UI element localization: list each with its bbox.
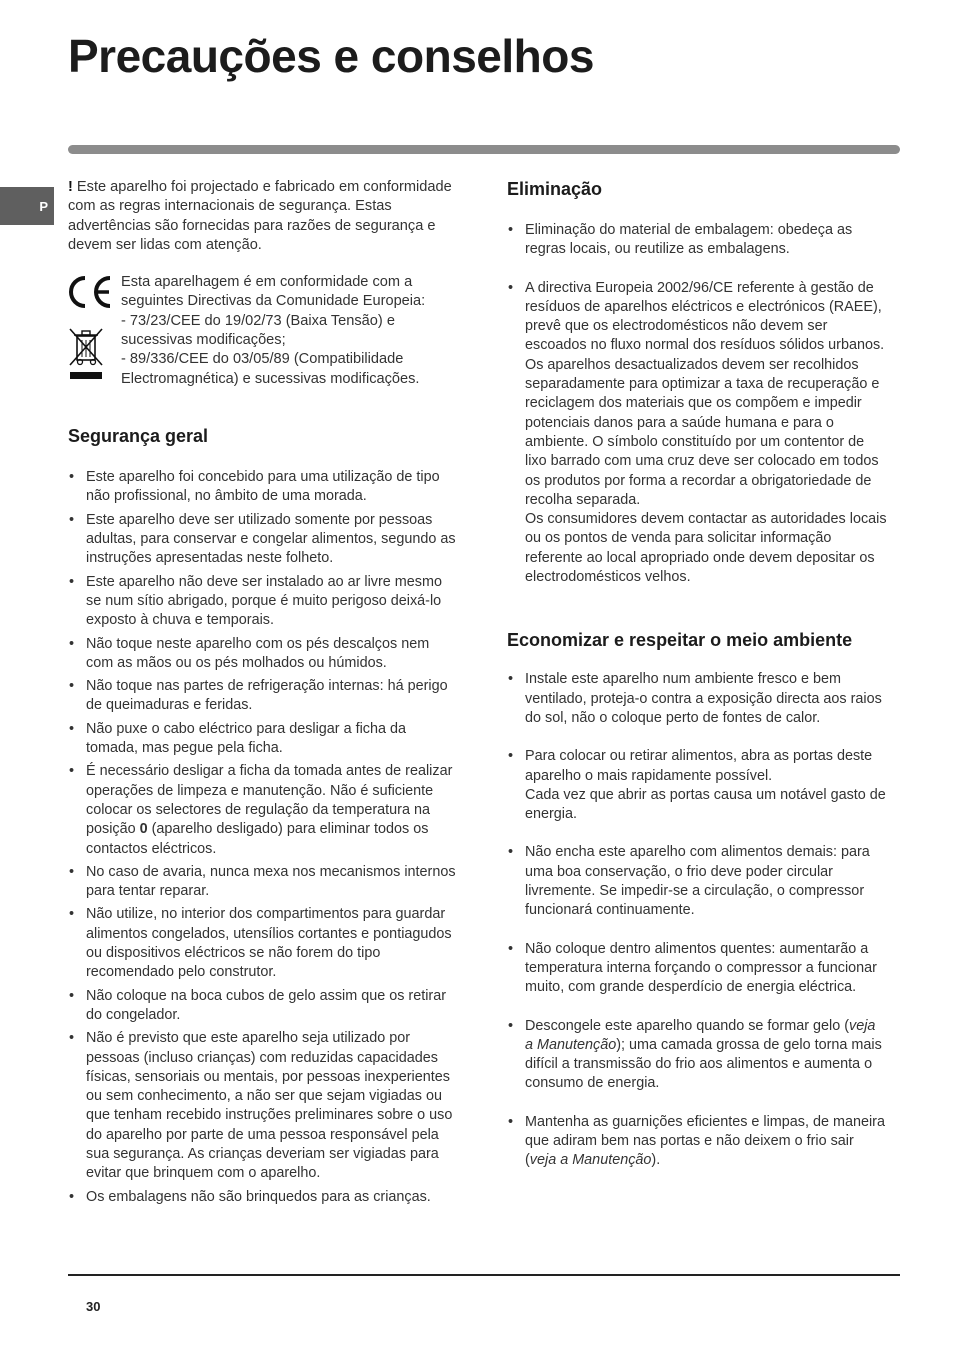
list-item-text: É necessário desligar a ficha da tomada antes de realizar operações de limpeza e manutenção. Não é suficiente colocar os selectores de regulação da temperatura na posição xyxy=(86,763,453,838)
disposal-list xyxy=(507,221,887,587)
list-item xyxy=(507,279,887,588)
list-item: • Não toque nas partes de refrigeração internas: há perigo de queimaduras e feridas. xyxy=(68,677,460,716)
list-item: • Não coloque dentro alimentos quentes: aumentarão a temperatura interna forçando o compressor a funcionar muito, com grande desperdício de energia eléctrica. xyxy=(507,940,887,998)
list-item xyxy=(68,762,460,858)
list-item: • Este aparelho deve ser utilizado somente por pessoas adultas, para conservar e congelar alimentos, segundo as instruções apresentadas neste folheto. xyxy=(68,511,460,569)
list-item-text: Os consumidores devem contactar as autoridades locais ou os pontos de venda para solicitar informação referente ao local apropriado onde devem depositar os electrodomésticos velhos. xyxy=(525,511,887,586)
list-item: • Não coloque na boca cubos de gelo assim que os retirar do congelador. xyxy=(68,987,460,1026)
list-item: • Eliminação do material de embalagem: obedeça as regras locais, ou reutilize as embalagens. xyxy=(507,221,887,260)
page-title: Precauções e conselhos xyxy=(68,30,594,82)
position-zero: 0 xyxy=(139,821,148,838)
intro-paragraph xyxy=(68,178,460,255)
right-column xyxy=(507,178,887,1171)
warning-mark: ! xyxy=(68,179,73,195)
list-item: • Não encha este aparelho com alimentos demais: para uma boa conservação, o frio deve poder circular livremente. Se impedir-se a circulação, o compressor funcionará continuamente. xyxy=(507,843,887,920)
page-number: 30 xyxy=(86,1299,101,1314)
maintenance-reference: veja a Manutenção xyxy=(529,1152,652,1169)
language-tab: P xyxy=(0,187,54,225)
list-item-text: Mantenha as guarnições eficientes e limpas, de maneira que adiram bem nas portas e não deixem o frio sair ( xyxy=(525,1113,885,1169)
list-item: • Não toque neste aparelho com os pés descalços nem com as mãos ou os pés molhados ou húmidos. xyxy=(68,635,460,674)
safety-list xyxy=(68,468,460,1207)
directives-line: Esta aparelhagem é em conformidade com a seguintes Directivas da Comunidade Europeia: xyxy=(121,274,426,310)
section-heading-safety: Segurança geral xyxy=(68,426,209,447)
list-item-text: Descongele este aparelho quando se formar gelo ( xyxy=(525,1017,849,1034)
list-item: • Não puxe o cabo eléctrico para desligar a ficha da tomada, mas pegue pela ficha. xyxy=(68,720,460,759)
list-item xyxy=(507,1017,887,1094)
list-item-text: • Para colocar ou retirar alimentos, abra as portas deste aparelho o mais rapidamente possível. xyxy=(525,748,873,784)
top-divider xyxy=(68,145,900,154)
intro-text: Este aparelho foi projectado e fabricado em conformidade com as regras internacionais de segurança. Estas advertências são fornecidas para razões de segurança e devem ser lidas com atenção. xyxy=(68,179,452,253)
ce-mark-icon xyxy=(68,275,114,309)
list-item-text: ); uma camada grossa de gelo torna mais difícil a transmissão do frio aos alimentos e aumenta o consumo de energia. xyxy=(525,1036,882,1092)
list-item xyxy=(507,1113,887,1171)
list-item: • Não é previsto que este aparelho seja utilizado por pessoas (incluso crianças) com reduzidas capacidades físicas, sensoriais ou mentais, por pessoas inexperientes ou sem conhecimento, a não ser que sejam vigiadas ou que tenham recebido instruções preliminares sobre o uso do aparelho por parte de uma pessoa responsável pela sua segurança. As crianças deveriam ser vigiadas para evitar que brinquem com o aparelho. xyxy=(68,1029,460,1183)
list-item: • Este aparelho foi concebido para uma utilização de tipo não profissional, no âmbito de uma morada. xyxy=(68,468,460,507)
list-item: • Instale este aparelho num ambiente fresco e bem ventilado, proteja-o contra a exposição directa aos raios do sol, não o coloque perto de fontes de calor. xyxy=(507,670,887,728)
crossed-bin-icon xyxy=(68,327,104,381)
list-item-text: • A directiva Europeia 2002/96/CE referente à gestão de resíduos de aparelhos eléctricos e electrónicos (RAEE), prevê que os electrodomésticos não devem ser escoados no fluxo normal dos resíduos sólidos urbanos. Os aparelhos desactualizados devem ser recolhidos separadamente para optimizar a taxa de recuperação e reciclagem dos materiais que os compõem e impedir potenciais danos para a saúde humana e para o ambiente. O símbolo constituído por um contentor de lixo barrado com uma cruz deve ser colocado em todos os produtos por forma a recordar a obrigatoriedade de recolha separada. xyxy=(525,279,885,508)
maintenance-reference: veja a Manutenção xyxy=(525,1017,876,1053)
bottom-divider xyxy=(68,1274,900,1276)
left-column xyxy=(68,178,460,1207)
list-item-text: Cada vez que abrir as portas causa um notável gasto de energia. xyxy=(525,786,886,823)
section-heading-disposal: Eliminação xyxy=(507,179,603,199)
eco-list xyxy=(507,670,887,1170)
list-item xyxy=(507,747,887,824)
list-item: • Os embalagens não são brinquedos para as crianças. xyxy=(68,1188,460,1207)
directives-line: - 89/336/CEE do 03/05/89 (Compatibilidade Electromagnética) e sucessivas modificações. xyxy=(121,351,420,387)
list-item: • Não utilize, no interior dos compartimentos para guardar alimentos congelados, utensílios cortantes e pontiagudos ou dispositivos eléctricos se não forem do tipo recomendado pelo construtor. xyxy=(68,905,460,982)
directives-text xyxy=(121,273,461,389)
list-item: • No caso de avaria, nunca mexa nos mecanismos internos para tentar reparar. xyxy=(68,863,460,902)
list-item-text: ). xyxy=(651,1152,661,1169)
section-heading-eco: Economizar e respeitar o meio ambiente xyxy=(507,630,853,651)
directives-line: - 73/23/CEE do 19/02/73 (Baixa Tensão) e sucessivas modificações; xyxy=(121,312,395,349)
list-item: • Este aparelho não deve ser instalado ao ar livre mesmo se num sítio abrigado, porque é muito perigoso deixá-lo exposto à chuva e temporais. xyxy=(68,573,460,631)
list-item-text: (aparelho desligado) para eliminar todos os contactos eléctricos. xyxy=(86,821,429,857)
ce-compliance-block xyxy=(68,273,460,393)
